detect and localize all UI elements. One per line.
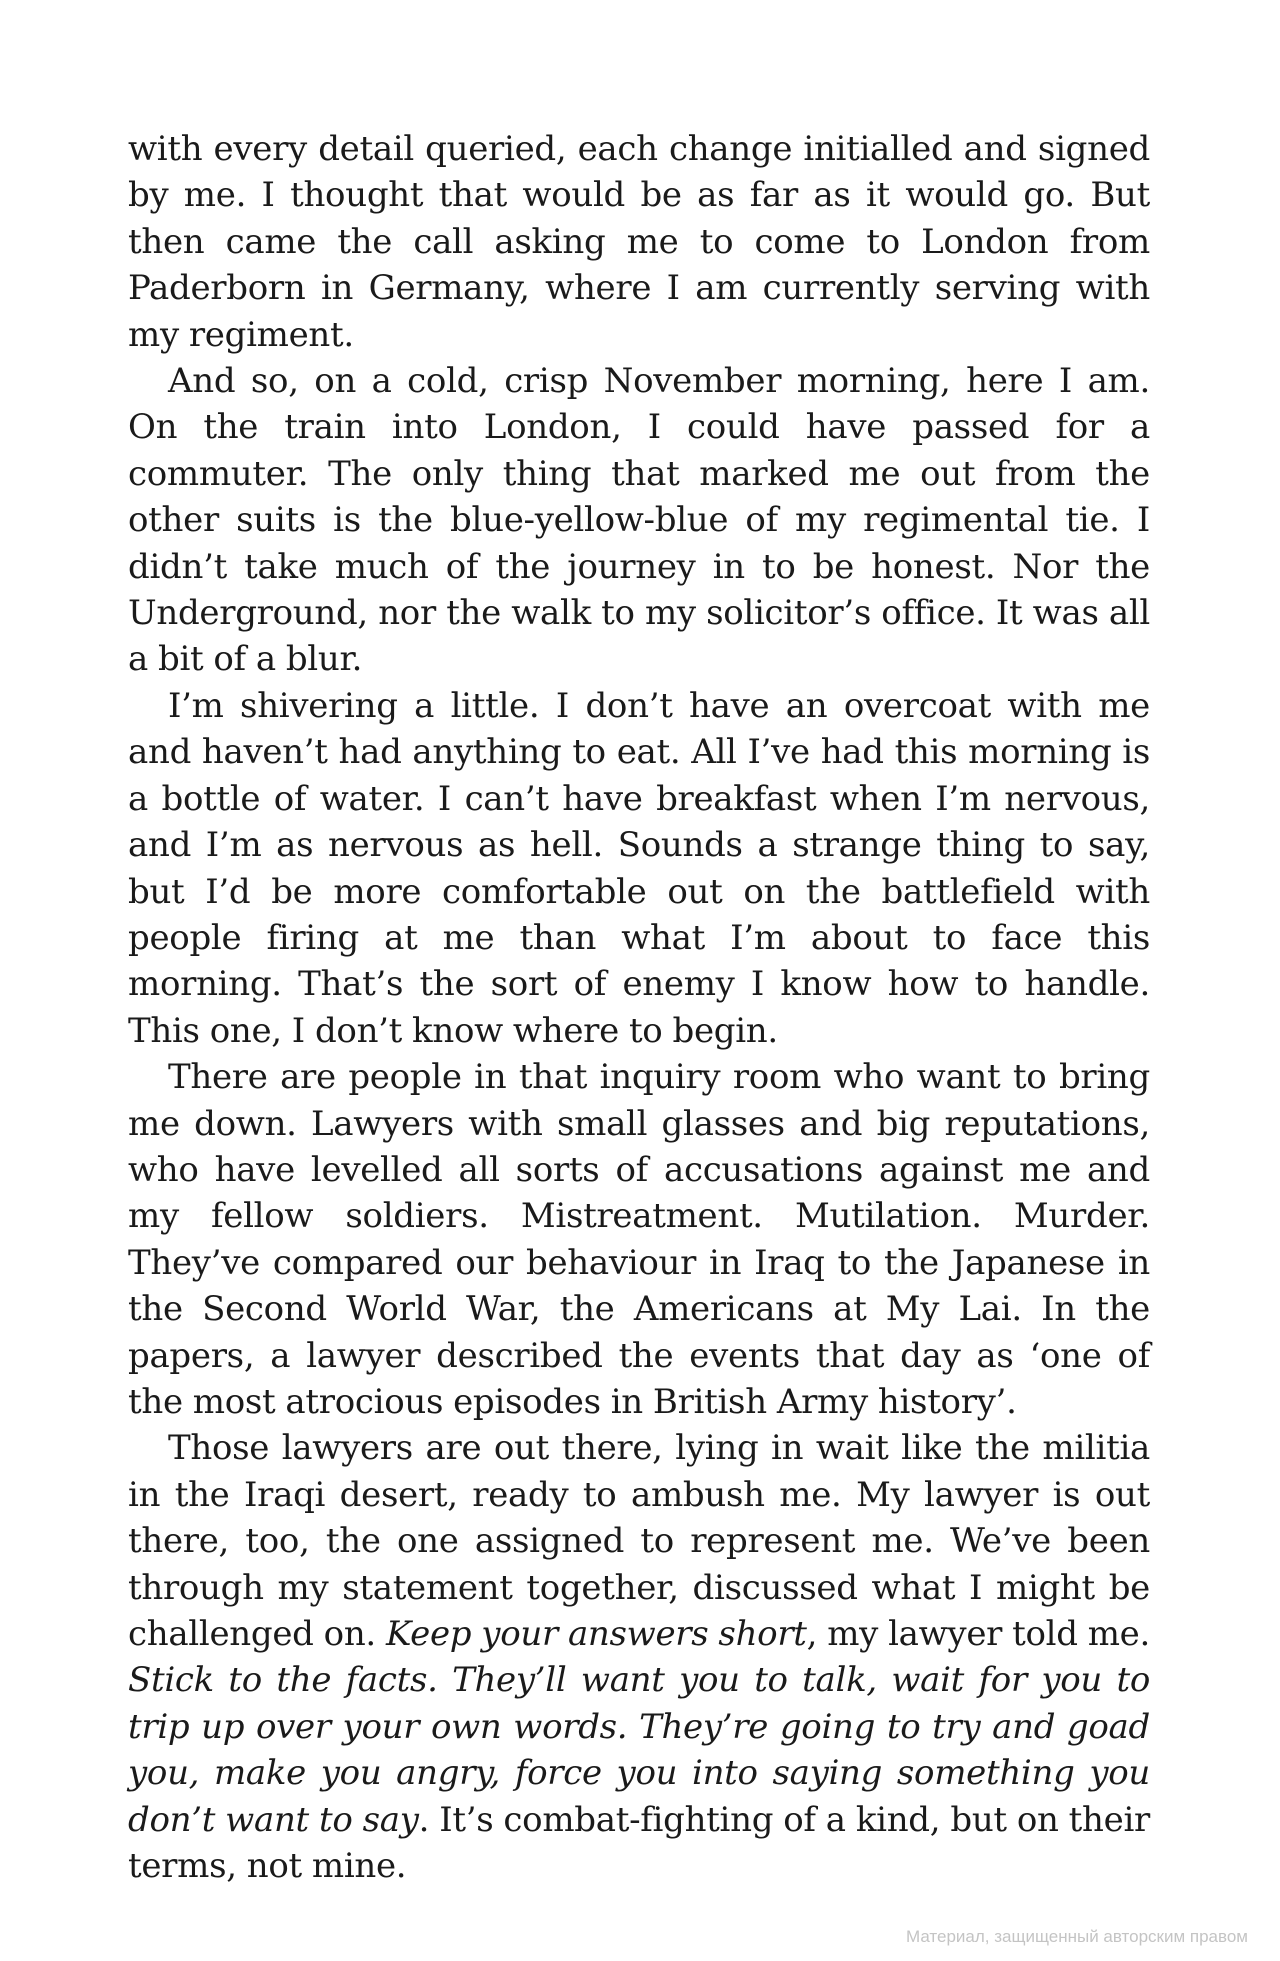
italic-advice-text: Stick to the facts. They’ll want you to talk, wait for you to trip up over your own words. They’re going to try and goad you, make you angry, force you into saying something you don’t want to say: [128, 1660, 1150, 1840]
paragraph-text: And so, on a cold, crisp November morning, here I am. On the train into London, I could have passed for a commuter. The only thing that marked me out from the other suits is the blue-yellow-blue of my regimental tie. I didn’t take much of the journey in to be honest. Nor the Underground, nor the walk to my solicitor’s office. It was all a bit of a blur.: [128, 361, 1150, 680]
paragraph-text: with every detail queried, each change initialled and signed by me. I thought that would be as far as it would go. But then came the call asking me to come to London from Paderborn in Germany, where I am currently serving with my regiment.: [128, 129, 1150, 355]
paragraph: [128, 358, 1150, 683]
paragraph-text: . It’s combat-fighting of a kind, but on their terms, not mine.: [128, 1799, 1150, 1887]
page-body: [128, 126, 1150, 1889]
paragraph: [128, 683, 1150, 1054]
paragraph-text: There are people in that inquiry room who want to bring me down. Lawyers with small glasses and big reputations, who have levelled all sorts of accusations against me and my fellow soldiers. Mistreatment. Mutilation. Murder. They’ve compared our behaviour in Iraq to the Japanese in the Second World War, the Americans at My Lai. In the papers, a lawyer described the events that day as ‘one of the most atrocious episodes in British Army history’.: [128, 1057, 1150, 1422]
copyright-watermark: Материал, защищенный авторским правом: [905, 1927, 1248, 1946]
paragraph: [128, 1425, 1150, 1889]
paragraph-text: , my lawyer told me.: [806, 1614, 1150, 1654]
paragraph-text: Those lawyers are out there, lying in wait like the militia in the Iraqi desert, ready to ambush me. My lawyer is out there, too, the one assigned to represent me. We’ve been through my statement together, discussed what I might be challenged on.: [128, 1428, 1150, 1654]
paragraph: [128, 126, 1150, 358]
paragraph: [128, 1054, 1150, 1425]
paragraph-text: I’m shivering a little. I don’t have an overcoat with me and haven’t had anything to eat. All I’ve had this morning is a bottle of water. I can’t have breakfast when I’m nervous, and I’m as nervous as hell. Sounds a strange thing to say, but I’d be more comfortable out on the battlefield with people firing at me than what I’m about to face this morning. That’s the sort of enemy I know how to handle. This one, I don’t know where to begin.: [128, 685, 1150, 1051]
italic-advice-text: Keep your answers short: [385, 1614, 807, 1654]
